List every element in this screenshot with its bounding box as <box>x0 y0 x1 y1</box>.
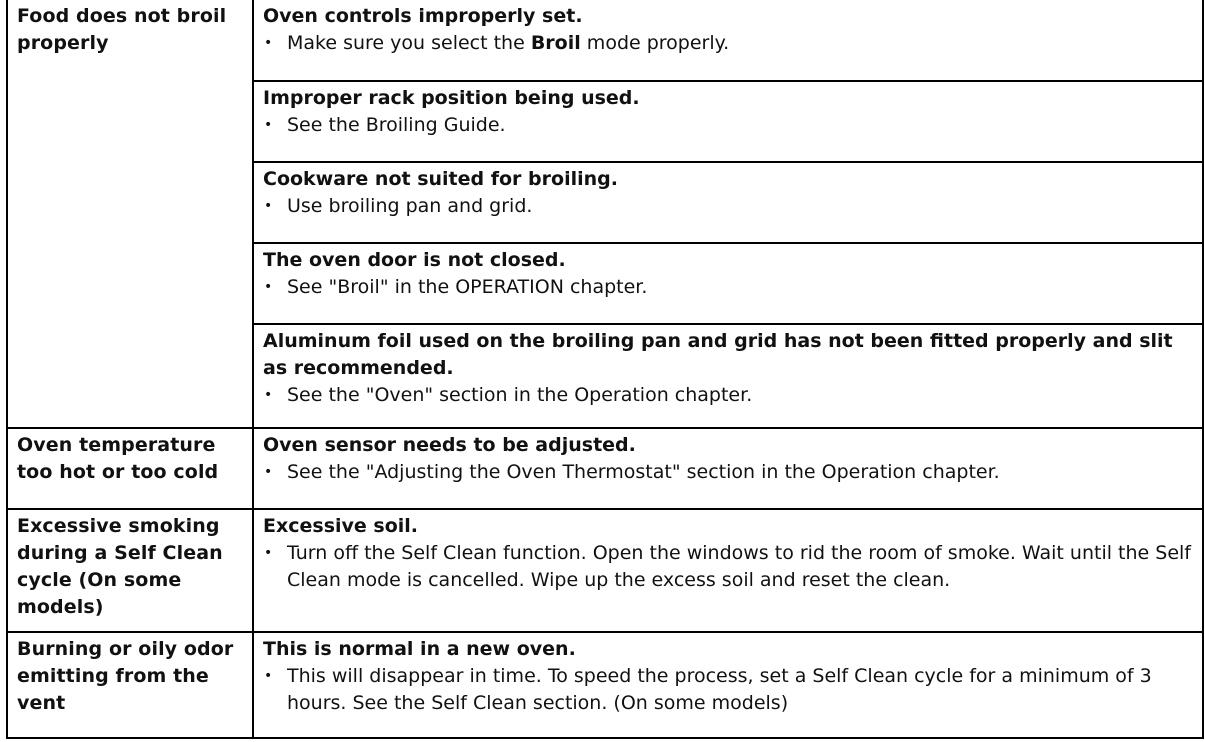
solution-text: See "Broil" in the OPERATION chapter. <box>287 276 648 298</box>
cause-solution-cell <box>254 510 1202 631</box>
solution-item <box>263 540 1192 594</box>
cause-block <box>254 161 1202 242</box>
cause-text: Oven sensor needs to be adjusted. <box>263 434 636 456</box>
table-row <box>8 631 1202 737</box>
bullet-icon: • <box>264 279 273 295</box>
table-row <box>8 508 1202 631</box>
problem-cell: Excessive smoking during a Self Clean cycle (On some models) <box>8 510 254 631</box>
solution-item <box>263 382 1192 409</box>
cause-solution-cell <box>254 633 1202 737</box>
cause-block <box>254 0 1202 80</box>
solution-text: See the "Adjusting the Oven Thermostat" section in the Operation chapter. <box>287 461 1000 483</box>
solution-text-bold: Broil <box>530 32 581 54</box>
solution-item <box>263 112 1192 139</box>
solution-text: See the Broiling Guide. <box>287 114 506 136</box>
cause-block <box>254 633 1202 717</box>
cause-text: Aluminum foil used on the broiling pan and grid has not been fitted properly and slit as recommended. <box>263 330 1173 379</box>
cause-text: Excessive soil. <box>263 515 419 537</box>
cause-text: Cookware not suited for broiling. <box>263 168 618 190</box>
bullet-icon: • <box>264 198 273 214</box>
cause-solution-cell <box>254 0 1202 427</box>
bullet-icon: • <box>264 668 273 684</box>
cause-block <box>254 429 1202 486</box>
cause-solution-cell <box>254 429 1202 508</box>
cause-text: The oven door is not closed. <box>263 249 566 271</box>
cause-block <box>254 80 1202 161</box>
problem-cell: Oven temperature too hot or too cold <box>8 429 254 508</box>
solution-text-pre: Make sure you select the <box>287 32 531 54</box>
cause-text: Improper rack position being used. <box>263 87 640 109</box>
bullet-icon: • <box>264 464 273 480</box>
solution-text: Turn off the Self Clean function. Open the windows to rid the room of smoke. Wait until the Self Clean mode is cancelled. Wipe up the excess soil and reset the clean. <box>287 542 1191 591</box>
problem-cell: Burning or oily odor emitting from the vent <box>8 633 254 737</box>
table-row <box>8 427 1202 508</box>
bullet-icon: • <box>264 387 273 403</box>
problem-cell: Food does not broil properly <box>8 0 254 427</box>
cause-text: This is normal in a new oven. <box>263 638 576 660</box>
solution-item <box>263 30 1192 57</box>
solution-text: See the "Oven" section in the Operation chapter. <box>287 384 753 406</box>
bullet-icon: • <box>264 545 273 561</box>
bullet-icon: • <box>264 117 273 133</box>
solution-item <box>263 193 1192 220</box>
solution-item <box>263 663 1192 717</box>
table-row <box>8 0 1202 427</box>
cause-block <box>254 510 1202 594</box>
cause-block <box>254 242 1202 323</box>
solution-item <box>263 274 1192 301</box>
bullet-icon: • <box>264 35 273 51</box>
solution-text-post: mode properly. <box>580 32 730 54</box>
solution-text <box>287 30 729 57</box>
solution-item <box>263 459 1192 486</box>
solution-text: Use broiling pan and grid. <box>287 195 533 217</box>
cause-block <box>254 323 1202 427</box>
solution-text: This will disappear in time. To speed the process, set a Self Clean cycle for a minimum of 3 hours. See the Self Clean section. (On some models) <box>287 665 1152 714</box>
troubleshooting-table <box>6 0 1204 739</box>
cause-text: Oven controls improperly set. <box>263 5 583 27</box>
